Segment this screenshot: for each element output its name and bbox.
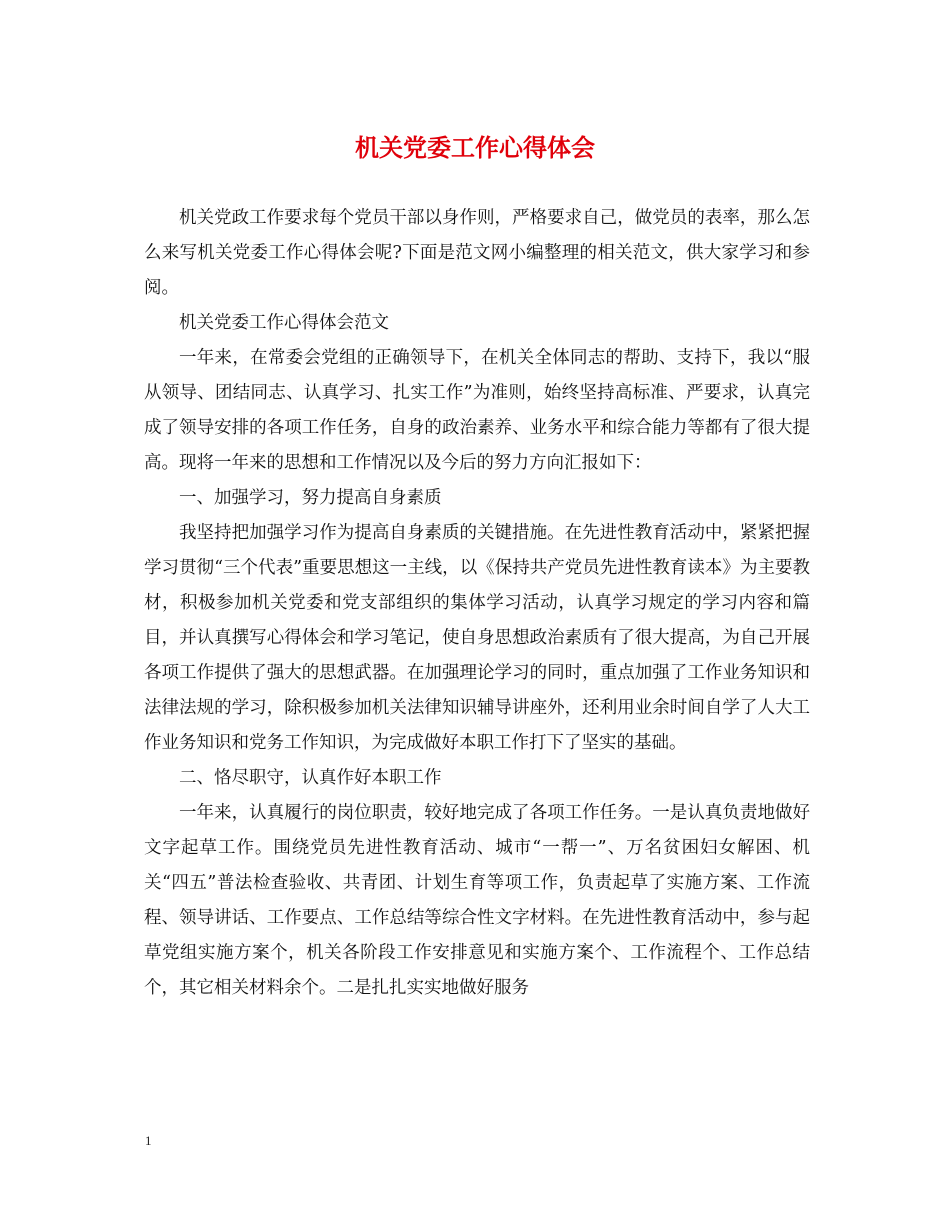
body-paragraph: 我坚持把加强学习作为提高自身素质的关键措施。在先进性教育活动中，紧紧把握学习贯彻“三个代表”重要思想这一主线，以《保持共产党员先进性教育读本》为主要教材，积极参加机关党委和党支部组织的集体学习活动，认真学习规定的学习内容和篇目，并认真撰写心得体会和学习笔记，使自身思想政治素质有了很大提高，为自己开展各项工作提供了强大的思想武器。在加强理论学习的同时，重点加强了工作业务知识和法律法规的学习，除积极参加机关法律知识辅导讲座外，还利用业余时间自学了人大工作业务知识和党务工作知识，为完成做好本职工作打下了坚实的基础。 xyxy=(144,523,810,753)
intro-paragraph: 机关党政工作要求每个党员干部以身作则，严格要求自己，做党员的表率，那么怎么来写机关党委工作心得体会呢?下面是范文网小编整理的相关范文，供大家学习和参阅。 xyxy=(144,208,810,298)
section-heading: 一、加强学习，努力提高自身素质 xyxy=(179,488,442,508)
page-number: 1 xyxy=(145,1133,152,1148)
document-title: 机关党委工作心得体会 xyxy=(355,133,595,162)
document-body xyxy=(144,201,810,1006)
section-heading: 二、恪尽职守，认真作好本职工作 xyxy=(179,768,442,788)
section-subtitle: 机关党委工作心得体会范文 xyxy=(179,313,389,333)
body-paragraph: 一年来，认真履行的岗位职责，较好地完成了各项工作任务。一是认真负责地做好文字起草工作。围绕党员先进性教育活动、城市“一帮一”、万名贫困妇女解困、机关“四五”普法检查验收、共青团、计划生育等项工作，负责起草了实施方案、工作流程、领导讲话、工作要点、工作总结等综合性文字材料。在先进性教育活动中，参与起草党组实施方案个，机关各阶段工作安排意见和实施方案个、工作流程个、工作总结个，其它相关材料余个。二是扎扎实实地做好服务 xyxy=(144,803,810,998)
body-paragraph: 一年来，在常委会党组的正确领导下，在机关全体同志的帮助、支持下，我以“服从领导、团结同志、认真学习、扎实工作”为准则，始终坚持高标准、严要求，认真完成了领导安排的各项工作任务，自身的政治素养、业务水平和综合能力等都有了很大提高。现将一年来的思想和工作情况以及今后的努力方向汇报如下： xyxy=(144,348,810,473)
